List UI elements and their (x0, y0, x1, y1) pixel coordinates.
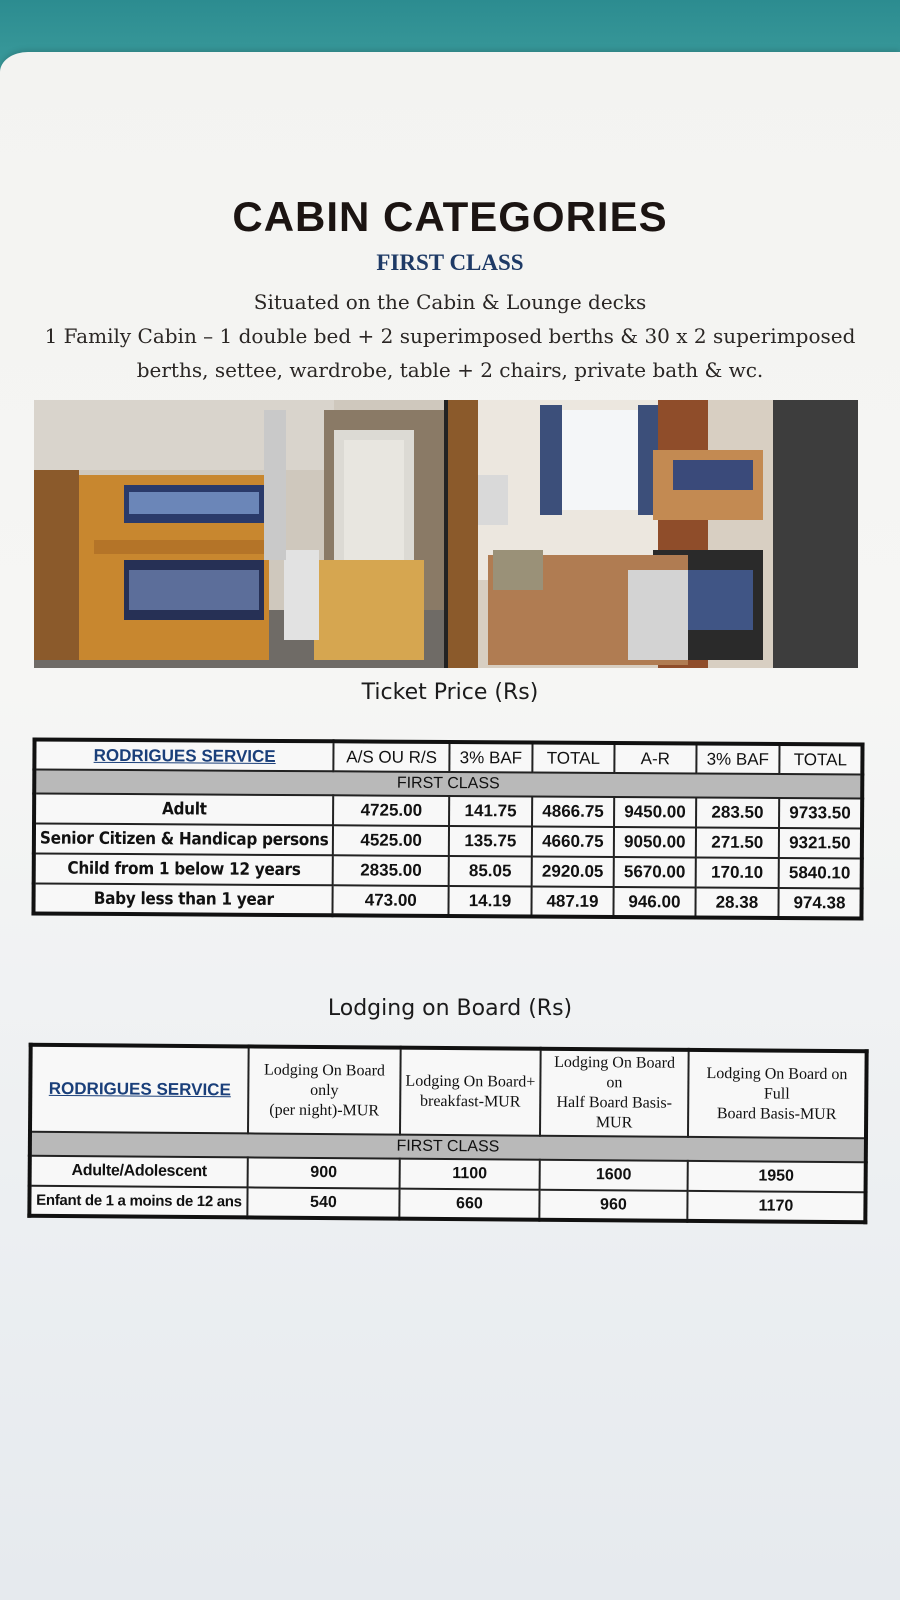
cabin-photos (34, 400, 858, 668)
column-header: A-R (614, 743, 696, 774)
cabin-bunk-photo (34, 400, 444, 668)
service-label: RODRIGUES SERVICE (93, 745, 276, 766)
table-cell: 2920.05 (532, 857, 614, 888)
table-cell: 1170 (687, 1191, 865, 1222)
ticket-price-table (31, 737, 864, 920)
column-header: 3% BAF (696, 744, 779, 775)
table-cell: 85.05 (449, 856, 532, 887)
cabin-description (40, 285, 860, 387)
table-header-row (30, 1045, 867, 1139)
class-band: FIRST CLASS (30, 1132, 866, 1163)
table-cell: 283.50 (696, 798, 779, 829)
table-cell: 5840.10 (778, 858, 861, 889)
row-label: Senior Citizen & Handicap persons (34, 823, 334, 855)
table-cell: 900 (248, 1157, 400, 1188)
class-band: FIRST CLASS (34, 769, 862, 798)
column-header-line: breakfast-MUR (419, 1092, 521, 1111)
table-cell: 1100 (400, 1159, 540, 1190)
column-header: TOTAL (779, 744, 862, 775)
column-header (400, 1048, 541, 1136)
table-cell: 4660.75 (532, 827, 614, 858)
row-label: Child from 1 below 12 years (34, 853, 334, 885)
ticket-price-heading: Ticket Price (Rs) (361, 680, 539, 705)
column-header-line: Board Basis-MUR (716, 1105, 837, 1124)
column-header-line: Lodging On Board on (554, 1053, 676, 1092)
table-cell: 9733.50 (779, 798, 862, 829)
column-header (688, 1050, 867, 1138)
table-cell: 960 (539, 1190, 687, 1221)
table-cell: 28.38 (695, 888, 778, 919)
row-label: Adulte/Adolescent (30, 1156, 248, 1188)
table-cell: 540 (247, 1187, 399, 1218)
column-header-line: (per night)-MUR (269, 1101, 380, 1120)
service-header (30, 1045, 249, 1134)
column-header-line: Lodging On Board+ (405, 1072, 536, 1091)
row-label: Baby less than 1 year (33, 883, 333, 915)
page-title: CABIN CATEGORIES (232, 193, 668, 240)
table-cell: 1600 (540, 1160, 688, 1191)
table-cell: 9050.00 (614, 827, 696, 858)
cabin-desk-photo (448, 400, 858, 668)
column-header: A/S OU R/S (334, 741, 450, 772)
table-cell: 14.19 (448, 886, 531, 917)
column-header-line: Lodging On Board only (263, 1061, 385, 1100)
table-cell: 974.38 (778, 888, 861, 919)
lodging-table (27, 1043, 868, 1225)
service-label: RODRIGUES SERVICE (48, 1078, 231, 1099)
class-subtitle: FIRST CLASS (376, 250, 524, 275)
lodging-heading: Lodging on Board (Rs) (327, 996, 573, 1021)
table-cell: 271.50 (696, 828, 779, 859)
column-header (248, 1046, 401, 1134)
row-label: Enfant de 1 a moins de 12 ans (29, 1186, 247, 1218)
table-cell: 9450.00 (614, 797, 696, 828)
table-cell: 4725.00 (334, 795, 450, 826)
description-line: berths, settee, wardrobe, table + 2 chairs, private bath & wc. (136, 358, 764, 382)
table-cell: 5670.00 (614, 857, 696, 888)
column-header: 3% BAF (449, 742, 532, 773)
table-cell: 473.00 (333, 885, 449, 916)
table-cell: 1950 (688, 1161, 866, 1192)
table-row (33, 883, 861, 918)
column-header-line: Lodging On Board on Full (706, 1065, 848, 1103)
table-cell: 946.00 (613, 887, 695, 918)
service-header (34, 739, 334, 771)
row-label: Adult (34, 793, 334, 825)
table-cell: 4525.00 (333, 825, 449, 856)
table-cell: 487.19 (531, 887, 613, 918)
column-header-line: Half Board Basis-MUR (556, 1093, 673, 1132)
table-cell: 9321.50 (779, 828, 862, 859)
table-cell: 4866.75 (532, 797, 614, 828)
table-cell: 660 (399, 1189, 539, 1220)
description-line: Situated on the Cabin & Lounge decks (253, 290, 647, 314)
table-cell: 135.75 (449, 826, 532, 857)
column-header: TOTAL (532, 743, 614, 774)
table-cell: 2835.00 (333, 855, 449, 886)
table-cell: 141.75 (449, 796, 532, 827)
table-cell: 170.10 (696, 858, 779, 889)
column-header (540, 1049, 689, 1137)
description-line: 1 Family Cabin – 1 double bed + 2 superimposed berths & 30 x 2 superimposed (44, 324, 856, 348)
table-row (29, 1186, 865, 1223)
